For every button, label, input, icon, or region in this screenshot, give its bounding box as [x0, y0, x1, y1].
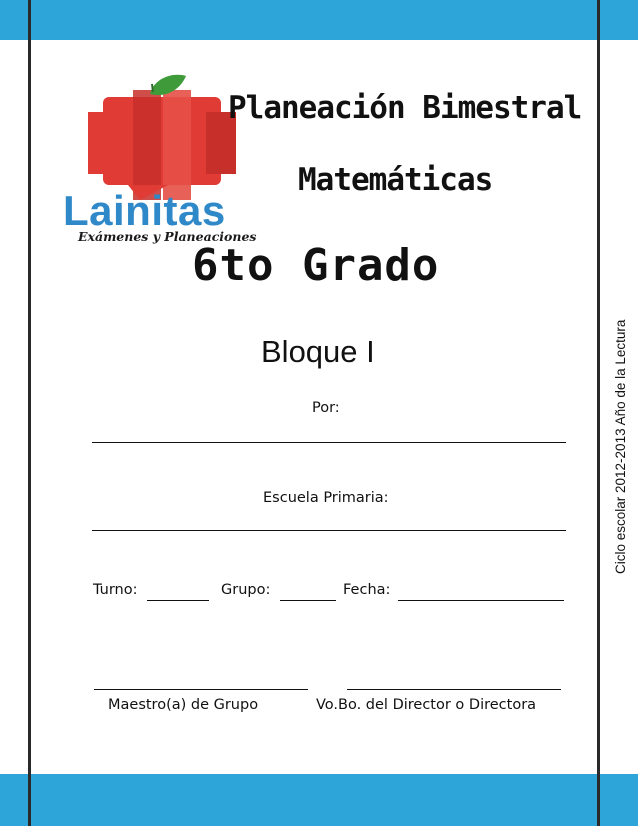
grade-heading: 6to Grado: [192, 240, 440, 291]
teacher-signature-line[interactable]: [94, 689, 308, 690]
school-year-side-text: Ciclo escolar 2012-2013 Año de la Lectura: [613, 319, 628, 574]
teacher-signature-label: Maestro(a) de Grupo: [108, 697, 259, 713]
page-title: Planeación Bimestral: [228, 90, 582, 126]
block-heading: Bloque I: [261, 334, 375, 369]
group-label: Grupo:: [221, 582, 271, 598]
director-signature-label: Vo.Bo. del Director o Directora: [316, 697, 537, 713]
shift-label: Turno:: [93, 582, 138, 598]
school-label: Escuela Primaria:: [263, 490, 389, 506]
director-signature-line[interactable]: [347, 689, 561, 690]
bottom-band: [0, 774, 638, 826]
by-label: Por:: [312, 400, 340, 416]
by-field-line[interactable]: [92, 442, 566, 443]
left-border: [28, 0, 31, 826]
logo-wordmark: Lainitas: [63, 187, 226, 234]
date-field-line[interactable]: [398, 600, 564, 601]
school-field-line[interactable]: [92, 530, 566, 531]
subject-title: Matemáticas: [298, 162, 493, 198]
group-field-line[interactable]: [280, 600, 336, 601]
right-border: [597, 0, 600, 826]
top-band: [0, 0, 638, 40]
shift-field-line[interactable]: [147, 600, 209, 601]
logo-tagline: Exámenes y Planeaciones: [78, 229, 257, 244]
date-label: Fecha:: [343, 582, 391, 598]
